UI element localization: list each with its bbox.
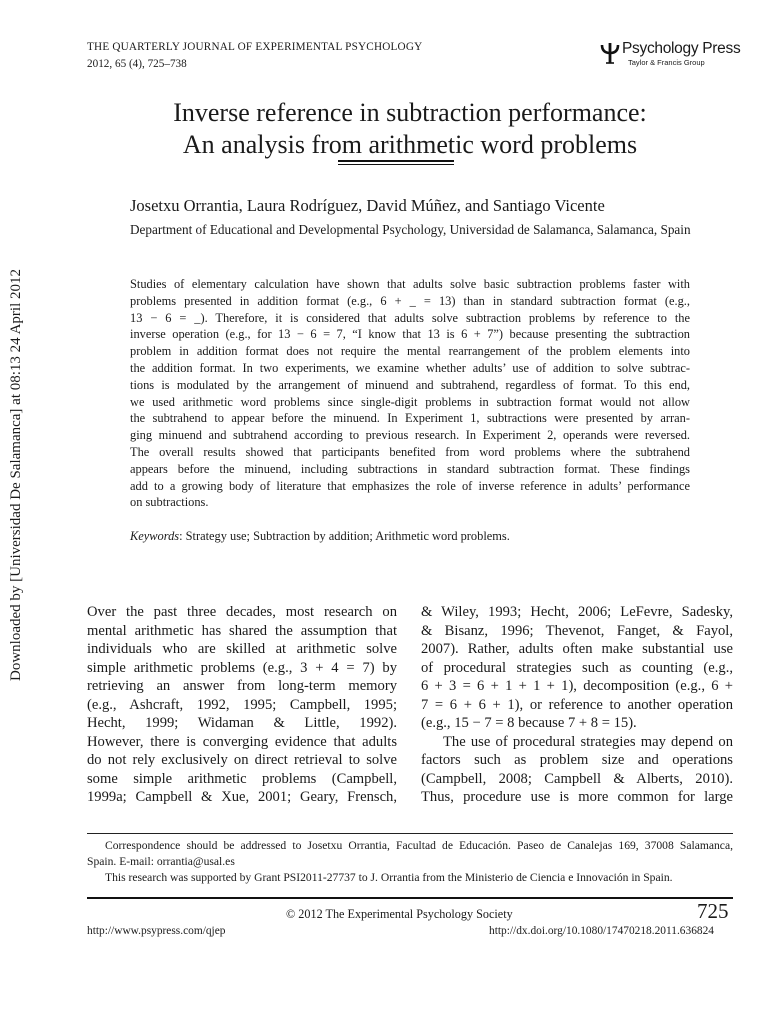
page-number: 725 [697,899,729,923]
footer-rule [87,897,733,899]
body-column-right [421,603,733,807]
body-line: Hecht, 1999; Widaman & Little, 1992). [87,715,397,731]
body-line: factors such as problem size and operations [421,752,733,768]
body-column-left [87,603,397,807]
abstract [130,276,690,511]
abstract-line: problems presented in addition format (e.g., 6 + _ = 13) than in standard subtraction format (e.g., [130,293,690,308]
abstract-line: appears before the minuend, including subtractions in standard subtraction format. These findings [130,461,690,476]
body-line: 6 + 3 = 6 + 1 + 1 + 1), decomposition (e.g., 6 + [421,678,733,694]
correspondence-email: Spain. E-mail: orrantia@usal.es [87,855,235,868]
title-rule [338,160,454,162]
body-line: Over the past three decades, most research on [87,604,397,620]
body-line: (e.g., Ashcraft, 1992, 1995; Campbell, 1995; [87,696,397,713]
keywords-label: Keywords [130,529,180,543]
abstract-line: on subtractions. [130,495,209,510]
author-list: Josetxu Orrantia, Laura Rodríguez, David Múñez, and Santiago Vicente [130,196,605,215]
article-title [80,97,740,161]
body-line: 2007). Rather, adults often make substantial use [421,641,733,657]
abstract-line: 13 − 6 = _). Therefore, it is considered that adults solve subtraction problems by reference to the [130,310,690,325]
body-line: simple arithmetic problems (e.g., 3 + 4 = 7) by [87,659,397,676]
body-line: of procedural strategies such as counting (e.g., [421,659,733,676]
abstract-line: the addition format. In two experiments, we examine whether adults’ use of addition to solve subtrac- [130,360,690,375]
footnote-rule [87,833,733,834]
body-line: individuals who are skilled at arithmetic solve [87,641,397,657]
funding-note: This research was supported by Grant PSI2011-27737 to J. Orrantia from the Ministerio de Ciencia e Innovación in Spain. [105,871,673,884]
abstract-line: The overall results showed that participants benefited from word problems where the subtrahend [130,444,690,459]
body-line: some simple arithmetic problems (Campbell, [87,770,397,787]
watermark-text: Downloaded by [Universidad De Salamanca] at 08:13 24 April 2012 [8,269,24,681]
body-line: The use of procedural strategies may depend on [443,733,733,750]
body-line: 7 = 6 + 6 + 1), or reference to another operation [421,696,733,713]
publisher-logo [600,40,740,70]
title-line-1: Inverse reference in subtraction performance: [173,98,647,127]
publisher-group: Taylor & Francis Group [628,58,705,67]
abstract-line: ging minuend and subtrahend according to previous research. In Experiment 2, operands were reversed. [130,428,690,443]
journal-name: THE QUARTERLY JOURNAL OF EXPERIMENTAL PSYCHOLOGY [87,41,423,53]
body-line: 1999a; Campbell & Xue, 2001; Geary, Frensch, [87,789,397,805]
doi-link[interactable]: http://dx.doi.org/10.1080/17470218.2011.636824 [489,925,714,937]
body-line: However, there is converging evidence that adults [87,733,397,750]
publisher-name: Psychology Press [622,40,741,57]
body-line: retrieving an answer from long-term memory [87,678,397,694]
title-rule-thin [338,164,454,165]
keywords [130,529,510,544]
abstract-line: inverse operation (e.g., for 13 − 6 = 7, “I know that 13 is 6 + 7”) because presenting the subtraction [130,327,690,342]
abstract-line: we used arithmetic word problems since single-digit problems in subtraction format would not allow [130,394,690,409]
journal-volume-info: 2012, 65 (4), 725–738 [87,58,187,70]
body-line: (e.g., 15 − 7 = 8 because 7 + 8 = 15). [421,715,637,731]
body-line: (Campbell, 2008; Campbell & Alberts, 2010). [421,770,733,787]
body-line: mental arithmetic has shared the assumption that [87,622,397,639]
abstract-line: the subtrahend to appear before the minuend. In Experiment 1, subtractions were presented by arran- [130,411,690,426]
footnotes [87,838,733,886]
journal-url-link[interactable]: http://www.psypress.com/qjep [87,925,226,937]
abstract-line: add to a growing body of literature that emphasizes the role of inverse reference in adults’ performance [130,478,690,493]
correspondence-note: Correspondence should be addressed to Josetxu Orrantia, Facultad de Educación. Paseo de Canalejas 169, 37008 Salamanca, [105,839,733,852]
abstract-line: tions is modulated by the arrangement of minuend and subtrahend, regardless of format. To this end, [130,377,690,392]
abstract-line: problem in addition format does not require the mental rearrangement of the problem elements into [130,344,690,359]
body-line: do not rely exclusively on direct retrieval to solve [87,752,397,768]
body-line: & Wiley, 1993; Hecht, 2006; LeFevre, Sadesky, [421,604,733,620]
body-line: Thus, procedure use is more common for large [421,789,733,805]
title-line-2: An analysis from arithmetic word problems [182,130,638,159]
keywords-text: : Strategy use; Subtraction by addition; Arithmetic word problems. [179,529,510,543]
psi-logo-icon [600,42,620,64]
copyright: © 2012 The Experimental Psychology Society [286,907,513,921]
body-line: & Bisanz, 1996; Thevenot, Fanget, & Fayol, [421,622,733,639]
abstract-line: Studies of elementary calculation have shown that adults solve basic subtraction problems faster with [130,277,690,291]
download-watermark [4,210,28,740]
author-affiliation: Department of Educational and Developmental Psychology, Universidad de Salamanca, Salamanca, Spain [130,222,691,237]
